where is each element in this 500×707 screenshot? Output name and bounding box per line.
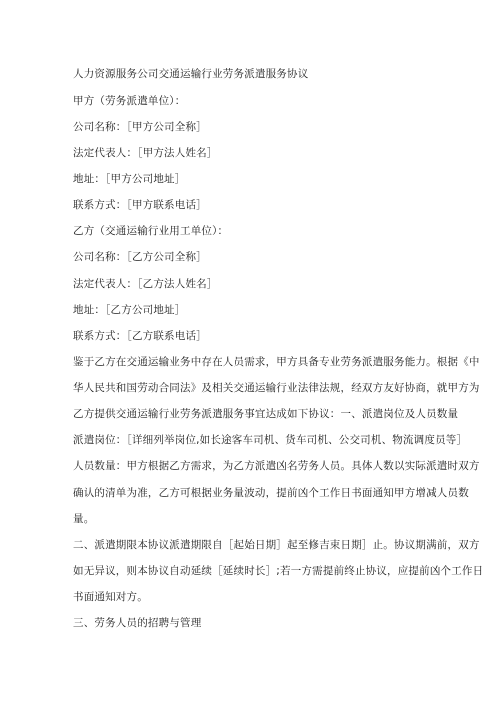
term-line-1: 二、派遣期限本协议派遣期限自［起始日期］起至修吉束日期］止。协议期满前，双方 <box>73 539 480 551</box>
positions-line: 派遣岗位：［详细列举岗位,如长途客车司机、货车司机、公交司机、物流调度员等］ <box>73 434 468 446</box>
party-a-company-name: 公司名称：［甲方公司全称］ <box>73 121 207 133</box>
party-a-contact: 联系方式：［甲方联系电话］ <box>73 199 207 211</box>
party-b-legal-rep: 法定代表人：［乙方法人姓名］ <box>73 278 218 290</box>
party-b-company-name: 公司名称：［乙方公司全称］ <box>73 251 207 263</box>
preamble-line-1: 鉴于乙方在交通运输业务中存在人员需求，甲方具备专业劳务派遣服务能力。根据《中 <box>73 356 480 368</box>
party-b-heading: 乙方（交通运输行业用工单位）： <box>73 225 229 237</box>
document-title: 人力资源服务公司交通运输行业劳务派遣服务协议 <box>73 68 309 80</box>
headcount-line-2: 确认的清单为准，乙方可根据业务量波动，提前凶个工作日书面通知甲方增减人员数 <box>73 487 469 499</box>
party-a-address: 地址：［甲方公司地址］ <box>73 173 186 185</box>
term-line-2: 如无异议，则本协议自动延续［延续时长］;若一方需提前终止协议，应提前凶个工作日 <box>73 565 484 577</box>
party-a-heading: 甲方（劳务派遣单位）： <box>73 95 186 107</box>
party-b-address: 地址：［乙方公司地址］ <box>73 304 186 316</box>
preamble-line-3: 乙方提供交通运输行业劳务派遣服务事宜达成如下协议：一、派遣岗位及人员数量 <box>73 408 459 420</box>
headcount-line-1: 人员数量：甲方根据乙方需求，为乙方派遣凶名劳务人员。具体人数以实际派遣时双方 <box>73 460 480 472</box>
headcount-line-3: 量。 <box>73 513 95 525</box>
party-b-contact: 联系方式：［乙方联系电话］ <box>73 330 207 342</box>
party-a-legal-rep: 法定代表人：［甲方法人姓名］ <box>73 147 218 159</box>
preamble-line-2: 华人民共和国劳动合同法》及相关交通运输行业法律法规，经双方友好协商，就甲方为 <box>73 382 480 394</box>
term-line-3: 书面通知对方。 <box>73 591 148 603</box>
section-3-heading: 三、劳务人员的招聘与管理 <box>73 617 202 629</box>
